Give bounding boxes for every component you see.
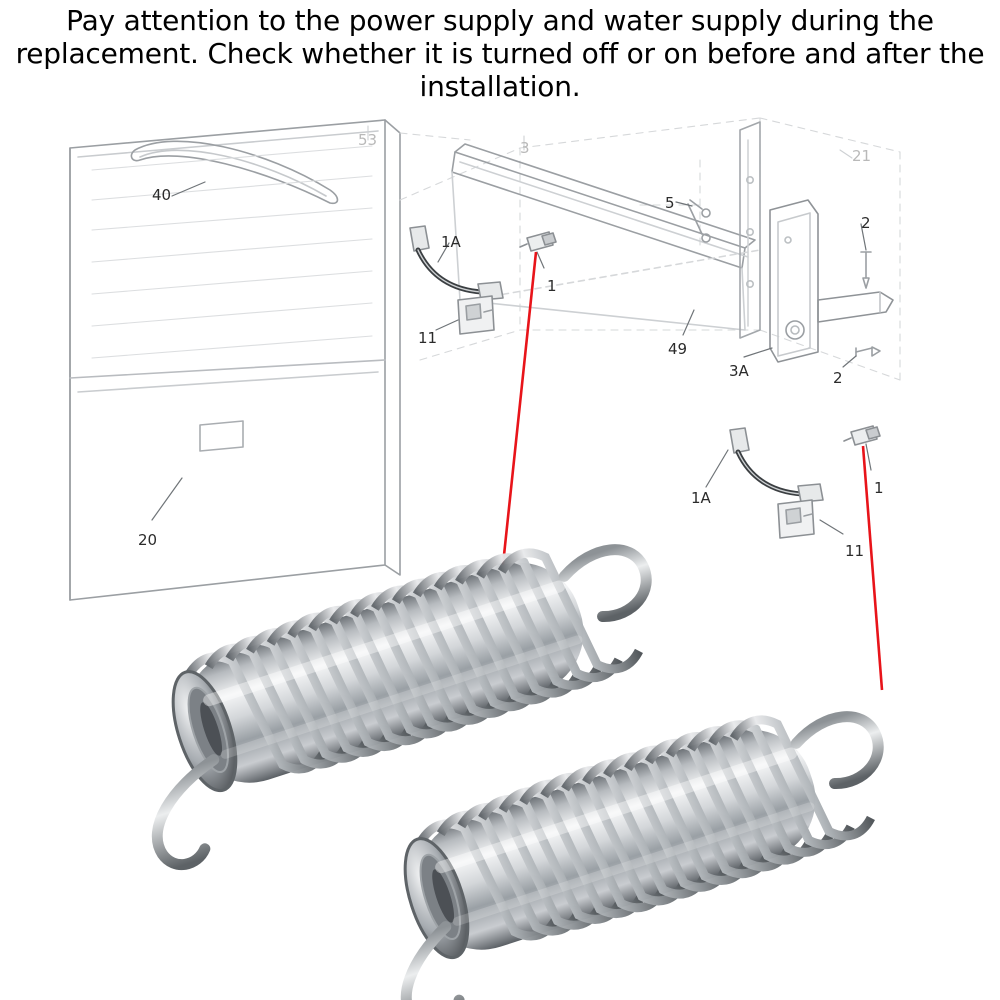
callout-11-8: 11 [418,329,438,347]
callout-3a-10: 3A [729,362,749,380]
callout-3-1: 3 [520,139,530,157]
instruction-caption: Pay attention to the power supply and water supply during the replacement. Check whether it is turned off or on before and after the installation. [15,4,985,104]
callout-2-5: 2 [861,214,871,232]
callout-2-11: 2 [833,369,843,387]
callout-1-7: 1 [547,277,557,295]
callout-40-3: 40 [152,186,172,204]
callout-1a-6: 1A [441,233,461,251]
callout-11-14: 11 [845,542,865,560]
lineart-door-assembly [70,118,900,600]
callout-1-13: 1 [874,479,884,497]
callout-21-2: 21 [852,147,872,165]
callout-53-0: 53 [358,131,378,149]
callout-20-15: 20 [138,531,158,549]
callout-1a-12: 1A [691,489,711,507]
callout-5-4: 5 [665,194,675,212]
callout-49-9: 49 [668,340,688,358]
